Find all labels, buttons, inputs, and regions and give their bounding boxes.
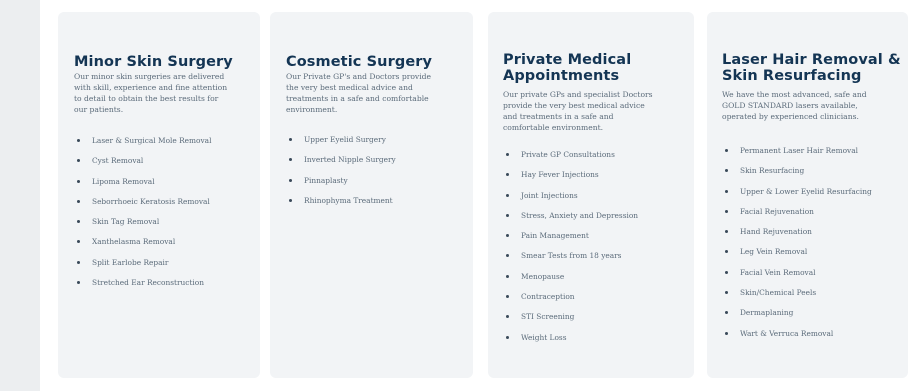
service-list-item — [722, 227, 908, 237]
service-list-item — [722, 329, 908, 339]
service-item-label: Stress, Anxiety and Depression — [521, 210, 639, 220]
bullet-icon — [725, 271, 728, 274]
card-description-line: to detail to obtain the best results for — [74, 94, 219, 103]
card-description-line: Our Private GP's and Doctors provide — [286, 72, 431, 81]
card-description-line: our patients. — [74, 105, 124, 114]
card-description-line: and treatments in a safe and — [503, 112, 614, 121]
service-item-label: Facial Vein Removal — [740, 267, 816, 277]
service-item-label: Smear Tests from 18 years — [521, 251, 622, 261]
card-description-line: treatments in a safe and comfortable — [286, 94, 429, 103]
bullet-icon — [77, 139, 80, 142]
service-card-minor-skin-surgery — [58, 12, 260, 378]
card-title — [74, 54, 260, 70]
service-list-item — [722, 166, 908, 176]
service-item-label: Inverted Nipple Surgery — [304, 155, 396, 165]
card-description-line: Our minor skin surgeries are delivered — [74, 72, 225, 81]
service-list-item — [286, 155, 473, 165]
service-list-item — [503, 292, 694, 302]
service-card-private-medical-appointments — [488, 12, 694, 378]
card-description-line: We have the most advanced, safe and — [722, 90, 867, 99]
service-item-label: Skin Resurfacing — [740, 166, 805, 176]
card-title — [722, 52, 908, 84]
service-card-laser-hair-removal — [707, 12, 908, 378]
card-title-line: Laser Hair Removal & — [722, 52, 901, 68]
service-item-label: STI Screening — [521, 312, 575, 322]
service-card-cosmetic-surgery — [270, 12, 473, 378]
bullet-icon — [289, 158, 292, 161]
card-title-line: Skin Resurfacing — [722, 68, 862, 84]
service-item-label: Menopause — [521, 271, 565, 281]
service-item-label: Hay Fever Injections — [521, 170, 599, 180]
service-item-label: Skin Tag Removal — [92, 217, 160, 227]
service-list-item — [722, 308, 908, 318]
service-list-item — [722, 207, 908, 217]
bullet-icon — [77, 200, 80, 203]
bullet-icon — [506, 153, 509, 156]
service-list-item — [74, 177, 260, 187]
service-list-item — [503, 170, 694, 180]
bullet-icon — [725, 250, 728, 253]
bullet-icon — [725, 169, 728, 172]
bullet-icon — [77, 180, 80, 183]
service-item-label: Hand Rejuvenation — [740, 227, 812, 237]
service-item-label: Seborrhoeic Keratosis Removal — [92, 196, 210, 206]
service-list-item — [722, 288, 908, 298]
bullet-icon — [506, 275, 509, 278]
service-list-item — [74, 197, 260, 207]
service-item-label: Dermaplaning — [740, 308, 794, 318]
service-list-item — [503, 211, 694, 221]
bullet-icon — [289, 199, 292, 202]
left-gutter — [0, 0, 40, 391]
service-list-item — [503, 191, 694, 201]
service-item-label: Cyst Removal — [92, 156, 144, 166]
service-list-item — [74, 258, 260, 268]
service-item-label: Skin/Chemical Peels — [740, 288, 817, 298]
card-title-line: Private Medical — [503, 52, 632, 68]
service-item-label: Upper Eyelid Surgery — [304, 135, 386, 144]
service-item-label: Laser & Surgical Mole Removal — [92, 136, 212, 145]
service-list-item — [74, 278, 260, 288]
card-description-line: environment. — [286, 105, 338, 114]
service-list-item — [722, 146, 908, 156]
bullet-icon — [725, 311, 728, 314]
service-item-label: Xanthelasma Removal — [92, 237, 176, 247]
service-list-item — [722, 247, 908, 257]
card-description-line: comfortable environment. — [503, 123, 604, 132]
bullet-icon — [725, 291, 728, 294]
service-list-item — [74, 156, 260, 166]
bullet-icon — [77, 220, 80, 223]
service-list-item — [503, 272, 694, 282]
service-item-label: Rhinophyma Treatment — [304, 195, 393, 205]
service-list-item — [286, 135, 473, 145]
service-list-item — [722, 187, 908, 197]
service-item-label: Split Earlobe Repair — [92, 257, 169, 267]
service-item-label: Pinnaplasty — [304, 175, 348, 185]
service-list — [286, 135, 473, 206]
bullet-icon — [725, 149, 728, 152]
services-section — [40, 0, 912, 391]
service-list-item — [503, 231, 694, 241]
card-description — [722, 89, 908, 122]
service-item-label: Pain Management — [521, 231, 589, 241]
service-list-item — [503, 251, 694, 261]
card-title-line: Appointments — [503, 68, 620, 84]
service-list — [722, 146, 908, 339]
card-title-line: Cosmetic Surgery — [286, 54, 433, 70]
card-description — [286, 71, 473, 115]
card-description-line: the very best medical advice and — [286, 83, 413, 92]
bullet-icon — [725, 332, 728, 335]
service-item-label: Lipoma Removal — [92, 176, 155, 186]
bullet-icon — [289, 138, 292, 141]
service-item-label: Joint Injections — [521, 190, 578, 200]
bullet-icon — [725, 230, 728, 233]
service-list-item — [286, 196, 473, 206]
bullet-icon — [506, 336, 509, 339]
service-list-item — [722, 268, 908, 278]
bullet-icon — [506, 214, 509, 217]
bullet-icon — [506, 234, 509, 237]
bullet-icon — [506, 173, 509, 176]
bullet-icon — [725, 210, 728, 213]
bullet-icon — [506, 295, 509, 298]
service-list-item — [74, 136, 260, 146]
service-list-item — [286, 176, 473, 186]
service-list-item — [74, 217, 260, 227]
service-item-label: Upper & Lower Eyelid Resurfacing — [740, 186, 872, 196]
service-item-label: Facial Rejuvenation — [740, 206, 814, 216]
card-description — [503, 89, 694, 133]
card-description-line: operated by experienced clinicians. — [722, 112, 859, 121]
service-list — [503, 150, 694, 343]
bullet-icon — [77, 159, 80, 162]
card-description-line: GOLD STANDARD lasers available, — [722, 101, 858, 110]
service-list-item — [74, 237, 260, 247]
service-item-label: Stretched Ear Reconstruction — [92, 278, 204, 288]
bullet-icon — [506, 315, 509, 318]
bullet-icon — [77, 281, 80, 284]
service-item-label: Contraception — [521, 292, 575, 302]
service-item-label: Leg Vein Removal — [740, 247, 808, 257]
bullet-icon — [506, 254, 509, 257]
bullet-icon — [77, 240, 80, 243]
card-description — [74, 71, 260, 115]
service-item-label: Permanent Laser Hair Removal — [740, 146, 858, 155]
bullet-icon — [77, 261, 80, 264]
card-description-line: provide the very best medical advice — [503, 101, 645, 110]
service-list-item — [503, 150, 694, 160]
card-title — [286, 54, 473, 70]
service-item-label: Weight Loss — [521, 332, 567, 342]
card-title-line: Minor Skin Surgery — [74, 54, 233, 70]
service-list-item — [503, 312, 694, 322]
service-list — [74, 136, 260, 288]
card-title — [503, 52, 694, 84]
card-description-line: Our private GPs and specialist Doctors — [503, 90, 653, 99]
card-description-line: with skill, experience and fine attention — [74, 83, 228, 92]
bullet-icon — [506, 194, 509, 197]
bullet-icon — [289, 179, 292, 182]
bullet-icon — [725, 190, 728, 193]
service-item-label: Wart & Verruca Removal — [740, 328, 834, 338]
service-list-item — [503, 333, 694, 343]
service-item-label: Private GP Consultations — [521, 150, 615, 159]
